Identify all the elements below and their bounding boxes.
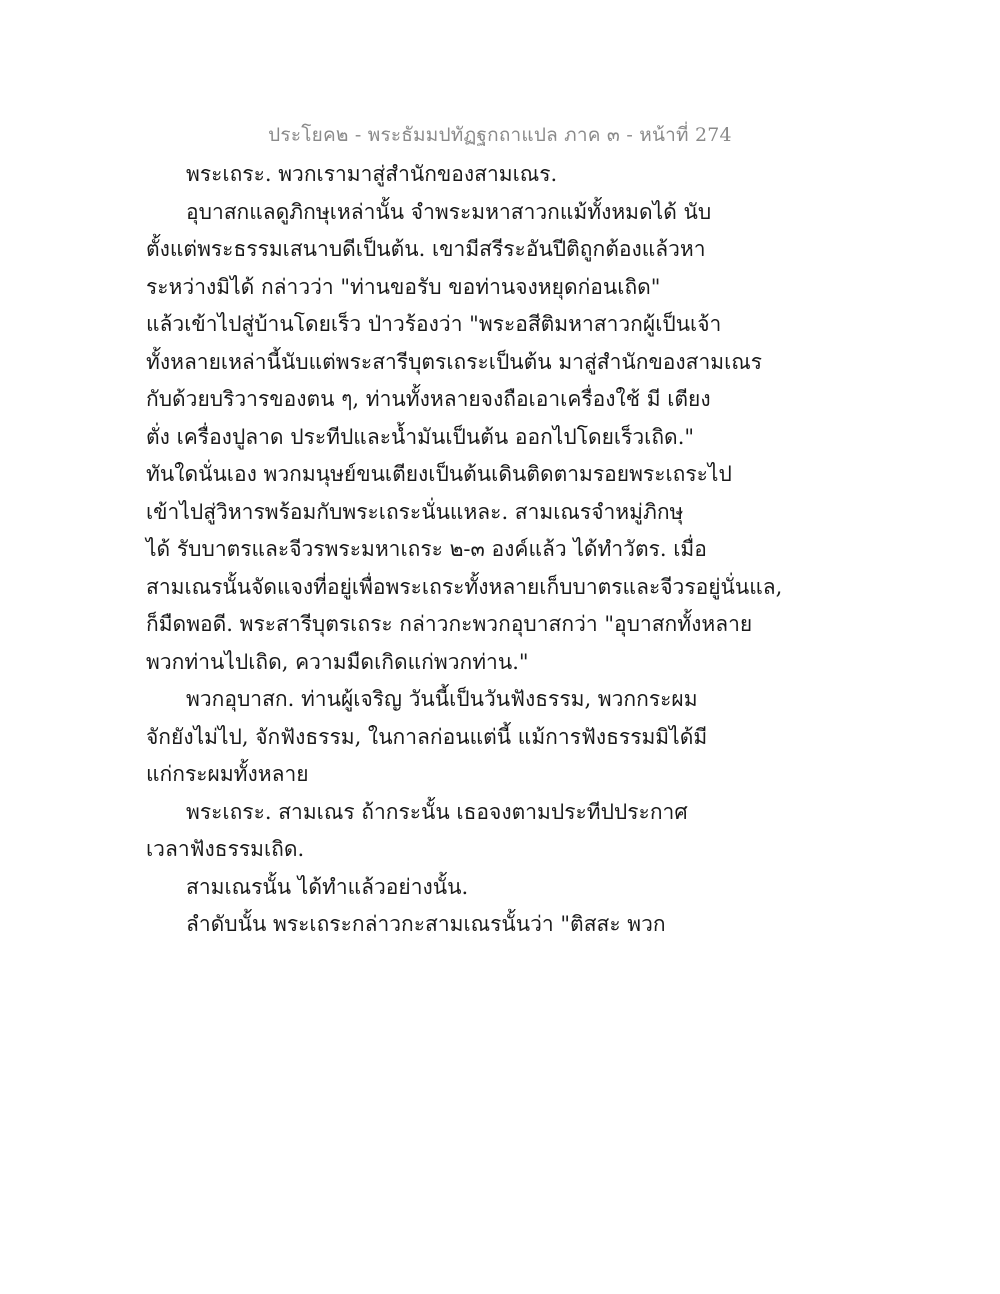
text-line: ก็มืดพอดี. พระสารีบุตรเถระ กล่าวกะพวกอุบาสกว่า "อุบาสกทั้งหลาย: [146, 612, 753, 636]
text-line: ระหว่างมิได้ กล่าวว่า "ท่านขอรับ ขอท่านจงหยุดก่อนเถิด": [146, 274, 661, 299]
text-line: ลำดับนั้น พระเถระกล่าวกะสามเณรนั้นว่า "ติสสะ พวก: [186, 912, 666, 936]
text-line: พระเถระ. สามเณร ถ้ากระนั้น เธอจงตามประทีปประกาศ: [186, 799, 688, 824]
text-line: ตั่ง เครื่องปูลาด ประทีปและน้ำมันเป็นต้น ออกไปโดยเร็วเถิด.": [146, 424, 695, 449]
text-line: ได้ รับบาตรและจีวรพระมหาเถระ ๒-๓ องค์แล้ว ได้ทำวัตร. เมื่อ: [146, 537, 707, 561]
text-line: สามเณรนั้น ได้ทำแล้วอย่างนั้น.: [186, 874, 469, 899]
text-line: เข้าไปสู่วิหารพร้อมกับพระเถระนั่นแหละ. สามเณรจำหมู่ภิกษุ: [146, 499, 684, 524]
text-line: กับด้วยบริวารของตน ๆ, ท่านทั้งหลายจงถือเอาเครื่องใช้ มี เตียง: [146, 387, 711, 411]
text-line: แล้วเข้าไปสู่บ้านโดยเร็ว ป่าวร้องว่า "พระอสีติมหาสาวกผู้เป็นเจ้า: [146, 312, 722, 336]
body-text: [146, 156, 866, 944]
text-line: จักยังไม่ไป, จักฟังธรรม, ในกาลก่อนแต่นี้ แม้การฟังธรรมมิได้มี: [146, 724, 708, 749]
running-header: ประโยค๒ - พระธัมมปทัฏฐกถาแปล ภาค ๓ - หน้าที่ 274: [268, 124, 732, 146]
text-line: อุบาสกแลดูภิกษุเหล่านั้น จำพระมหาสาวกแม้ทั้งหมดได้ นับ: [186, 199, 712, 224]
text-line: แก่กระผมทั้งหลาย: [146, 762, 309, 786]
text-line: ทันใดนั่นเอง พวกมนุษย์ขนเตียงเป็นต้นเดินติดตามรอยพระเถระไป: [146, 462, 732, 486]
text-line: สามเณรนั้นจัดแจงที่อยู่เพื่อพระเถระทั้งหลายเก็บบาตรและจีวรอยู่นั่นแล,: [146, 574, 783, 599]
text-line: พวกอุบาสก. ท่านผู้เจริญ วันนี้เป็นวันฟังธรรม, พวกกระผม: [186, 687, 698, 711]
text-line: พระเถระ. พวกเรามาสู่สำนักของสามเณร.: [186, 162, 558, 186]
text-line: พวกท่านไปเถิด, ความมืดเกิดแก่พวกท่าน.": [146, 649, 529, 674]
text-line: ทั้งหลายเหล่านี้นับแต่พระสารีบุตรเถระเป็นต้น มาสู่สำนักของสามเณร: [146, 349, 763, 374]
text-line: ตั้งแต่พระธรรมเสนาบดีเป็นต้น. เขามีสรีระอันปีติถูกต้องแล้วหา: [146, 237, 706, 261]
text-line: เวลาฟังธรรมเถิด.: [146, 837, 305, 861]
